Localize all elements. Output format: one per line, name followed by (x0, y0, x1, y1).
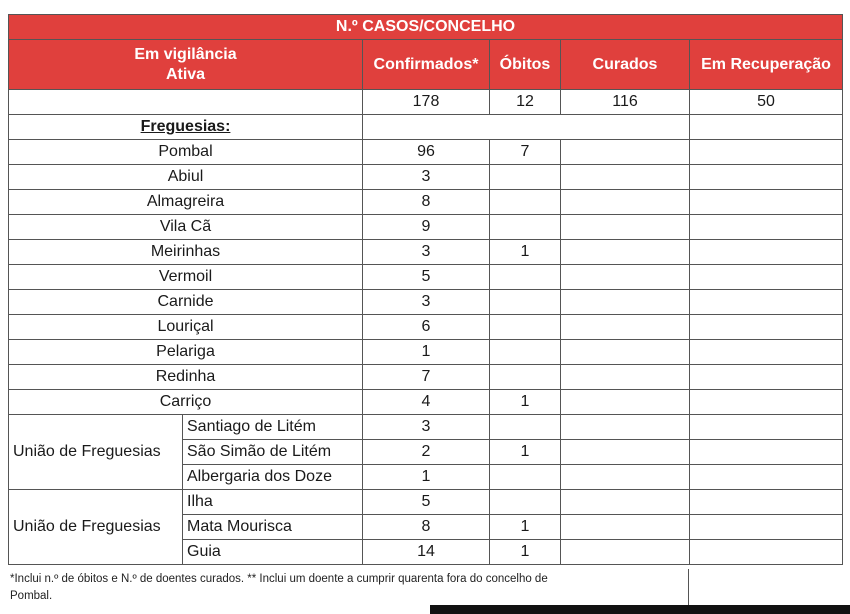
table-row (9, 340, 843, 365)
curados-cell (561, 190, 690, 215)
curados-cell (561, 390, 690, 415)
freguesia-name: Vermoil (9, 265, 363, 290)
em-recuperacao-cell (690, 440, 843, 465)
confirmados-cell: 2 (363, 440, 490, 465)
totals-label-cell (9, 90, 363, 115)
union-member-name: Guia (183, 540, 363, 565)
freguesia-name: Louriçal (9, 315, 363, 340)
freguesia-name: Redinha (9, 365, 363, 390)
em-recuperacao-cell (690, 365, 843, 390)
em-recuperacao-cell (690, 165, 843, 190)
confirmados-cell: 96 (363, 140, 490, 165)
em-recuperacao-cell (690, 290, 843, 315)
obitos-cell: 1 (490, 515, 561, 540)
obitos-cell (490, 165, 561, 190)
confirmados-cell: 5 (363, 265, 490, 290)
freguesias-header-row (9, 115, 843, 140)
scan-edge-shadow (430, 605, 850, 614)
confirmados-cell: 5 (363, 490, 490, 515)
confirmados-cell: 14 (363, 540, 490, 565)
em-recuperacao-cell (690, 215, 843, 240)
union-member-name: São Simão de Litém (183, 440, 363, 465)
freguesias-label: Freguesias: (9, 115, 363, 140)
em-recuperacao-cell (690, 415, 843, 440)
header-em-recuperacao: Em Recuperação (690, 40, 843, 90)
confirmados-cell: 7 (363, 365, 490, 390)
obitos-cell (490, 315, 561, 340)
union-member-name: Mata Mourisca (183, 515, 363, 540)
obitos-cell: 1 (490, 240, 561, 265)
header-obitos: Óbitos (490, 40, 561, 90)
confirmados-cell: 4 (363, 390, 490, 415)
obitos-cell: 1 (490, 540, 561, 565)
confirmados-cell: 9 (363, 215, 490, 240)
curados-cell (561, 265, 690, 290)
table-row (9, 190, 843, 215)
obitos-cell: 1 (490, 390, 561, 415)
cases-sheet (8, 14, 842, 565)
freguesia-name: Carriço (9, 390, 363, 415)
obitos-cell (490, 490, 561, 515)
table-title: N.º CASOS/CONCELHO (9, 15, 843, 40)
em-recuperacao-cell (690, 540, 843, 565)
curados-cell (561, 365, 690, 390)
freguesias-blank-right (690, 115, 843, 140)
header-curados: Curados (561, 40, 690, 90)
curados-cell (561, 215, 690, 240)
freguesias-blank (363, 115, 690, 140)
freguesia-name: Vila Cã (9, 215, 363, 240)
confirmados-cell: 3 (363, 240, 490, 265)
table-row (9, 240, 843, 265)
obitos-cell (490, 215, 561, 240)
em-recuperacao-cell (690, 390, 843, 415)
em-recuperacao-cell (690, 140, 843, 165)
confirmados-cell: 3 (363, 415, 490, 440)
em-recuperacao-cell (690, 515, 843, 540)
em-recuperacao-cell (690, 490, 843, 515)
em-recuperacao-cell (690, 340, 843, 365)
freguesia-name: Pelariga (9, 340, 363, 365)
header-em-vigilancia-line1: Em vigilância (134, 45, 237, 63)
em-recuperacao-cell (690, 315, 843, 340)
freguesia-name: Almagreira (9, 190, 363, 215)
total-em-recuperacao: 50 (690, 90, 843, 115)
confirmados-cell: 6 (363, 315, 490, 340)
freguesia-name: Carnide (9, 290, 363, 315)
union-label: União de Freguesias (9, 415, 183, 490)
cases-table (8, 14, 843, 565)
freguesia-name: Pombal (9, 140, 363, 165)
union-label: União de Freguesias (9, 490, 183, 565)
curados-cell (561, 290, 690, 315)
curados-cell (561, 140, 690, 165)
table-row (9, 315, 843, 340)
table-row (9, 215, 843, 240)
obitos-cell (490, 365, 561, 390)
obitos-cell: 7 (490, 140, 561, 165)
em-recuperacao-cell (690, 265, 843, 290)
obitos-cell (490, 265, 561, 290)
table-row (9, 390, 843, 415)
footnote: *Inclui n.º de óbitos e N.º de doentes curados. ** Inclui um doente a cumprir quarenta fora do concelho de Pombal. (10, 573, 548, 602)
total-confirmados: 178 (363, 90, 490, 115)
curados-cell (561, 465, 690, 490)
curados-cell (561, 240, 690, 265)
curados-cell (561, 315, 690, 340)
em-recuperacao-cell (690, 465, 843, 490)
obitos-cell (490, 290, 561, 315)
total-curados: 116 (561, 90, 690, 115)
header-ativa-line2: Ativa (165, 65, 206, 83)
table-row (9, 165, 843, 190)
header-em-vigilancia (9, 40, 363, 90)
totals-row (9, 90, 843, 115)
confirmados-cell: 1 (363, 340, 490, 365)
total-obitos: 12 (490, 90, 561, 115)
table-row (9, 490, 843, 515)
freguesia-name: Abiul (9, 165, 363, 190)
confirmados-cell: 3 (363, 290, 490, 315)
freguesia-name: Meirinhas (9, 240, 363, 265)
obitos-cell (490, 415, 561, 440)
em-recuperacao-cell (690, 240, 843, 265)
curados-cell (561, 165, 690, 190)
table-row (9, 140, 843, 165)
curados-cell (561, 490, 690, 515)
obitos-cell: 1 (490, 440, 561, 465)
confirmados-cell: 3 (363, 165, 490, 190)
table-row (9, 265, 843, 290)
union-member-name: Ilha (183, 490, 363, 515)
union-member-name: Albergaria dos Doze (183, 465, 363, 490)
curados-cell (561, 340, 690, 365)
obitos-cell (490, 340, 561, 365)
curados-cell (561, 515, 690, 540)
obitos-cell (490, 465, 561, 490)
curados-cell (561, 415, 690, 440)
table-row (9, 415, 843, 440)
curados-cell (561, 440, 690, 465)
header-confirmados: Confirmados* (363, 40, 490, 90)
obitos-cell (490, 190, 561, 215)
confirmados-cell: 8 (363, 190, 490, 215)
curados-cell (561, 540, 690, 565)
union-member-name: Santiago de Litém (183, 415, 363, 440)
table-row (9, 365, 843, 390)
confirmados-cell: 8 (363, 515, 490, 540)
em-recuperacao-cell (690, 190, 843, 215)
table-row (9, 290, 843, 315)
confirmados-cell: 1 (363, 465, 490, 490)
